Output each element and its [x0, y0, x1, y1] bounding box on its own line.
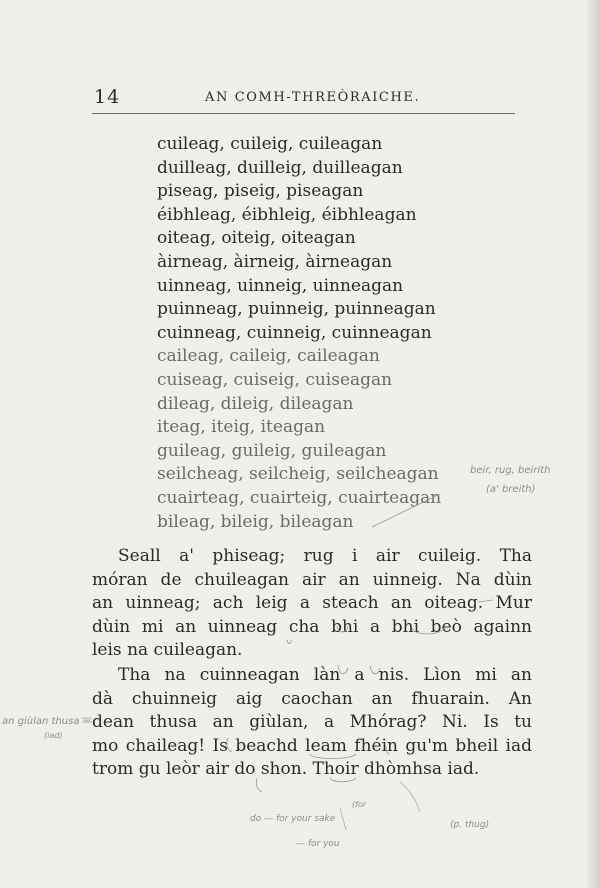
word-list-item: seilcheag, seilcheig, seilcheagan	[157, 464, 439, 485]
paragraph-1	[92, 545, 532, 663]
paragraph-line: móran de chuileagan air an uinneig. Na dùin	[92, 569, 532, 590]
word-list-item: iteag, iteig, iteagan	[157, 417, 326, 438]
word-list-item: cuinneag, cuinneig, cuinneagan	[157, 322, 432, 343]
word-list-item: bileag, bileig, bileagan	[157, 511, 354, 532]
paragraph-line: trom gu leòr air do shon. Thoir dhòmhsa iad.	[92, 759, 480, 779]
paragraph-line: Tha na cuinneagan làn a nis. Lìon mi an	[118, 665, 532, 685]
page-edge-shadow	[586, 0, 600, 888]
word-list-item: piseag, piseig, piseagan	[157, 181, 364, 202]
pencil-stroke	[400, 782, 420, 812]
pencil-annotation: (a' breith)	[486, 484, 536, 495]
word-list-item: duilleag, duilleig, duilleagan	[157, 157, 403, 178]
pencil-annotation: beir, rug, beirith	[470, 465, 551, 476]
paragraph-line: an uinneag; ach leig a steach an oiteag. Mur	[92, 593, 532, 613]
paragraph-line: mo chaileag! Is beachd leam fhéin gu'm bheil iad	[92, 735, 532, 756]
paragraph-line: leis na cuileagan.	[92, 640, 243, 660]
word-list-item: uinneag, uinneig, uinneagan	[157, 275, 404, 296]
paragraph-2	[92, 664, 532, 782]
pencil-annotation: — for you	[296, 839, 340, 849]
word-list	[157, 133, 441, 534]
paragraph-line: dùin mi an uinneag cha bhi a bhi beò againn	[92, 616, 532, 637]
pencil-annotation: do — for your sake	[250, 814, 336, 824]
pencil-annotation: (for	[352, 800, 367, 809]
header-rule	[92, 113, 515, 114]
paragraph-line: dà chuinneig aig caochan an fhuarain. An	[92, 688, 532, 709]
word-list-item: cuairteag, cuairteig, cuairteagan	[157, 487, 442, 508]
page-number: 14	[94, 86, 121, 108]
pencil-annotation: (p. thug)	[450, 820, 490, 830]
word-list-item: oiteag, oiteig, oiteagan	[157, 228, 356, 249]
word-list-item: àirneag, àirneig, àirneagan	[157, 251, 393, 272]
pencil-stroke	[340, 808, 346, 830]
paragraph-line: dean thusa an giùlan, a Mhórag? Ni. Is tu	[92, 712, 532, 732]
word-list-item: cuiseag, cuiseig, cuiseagan	[157, 369, 393, 390]
paragraph-line: Seall a' phiseag; rug i air cuileig. Tha	[118, 546, 532, 566]
word-list-item: cuileag, cuileig, cuileagan	[157, 134, 383, 154]
word-list-item: puinneag, puinneig, puinneagan	[157, 299, 436, 320]
running-header: AN COMH-THREÒRAICHE.	[205, 90, 421, 105]
word-list-item: guileag, guileig, guileagan	[157, 440, 387, 461]
pencil-annotation: an giùlan thusa =	[2, 716, 92, 727]
word-list-item: dileag, dileig, dileagan	[157, 393, 354, 414]
word-list-item: caileag, caileig, caileagan	[157, 346, 380, 367]
word-list-item: éibhleag, éibhleig, éibhleagan	[157, 204, 417, 225]
pencil-annotation: (iad)	[44, 731, 63, 740]
